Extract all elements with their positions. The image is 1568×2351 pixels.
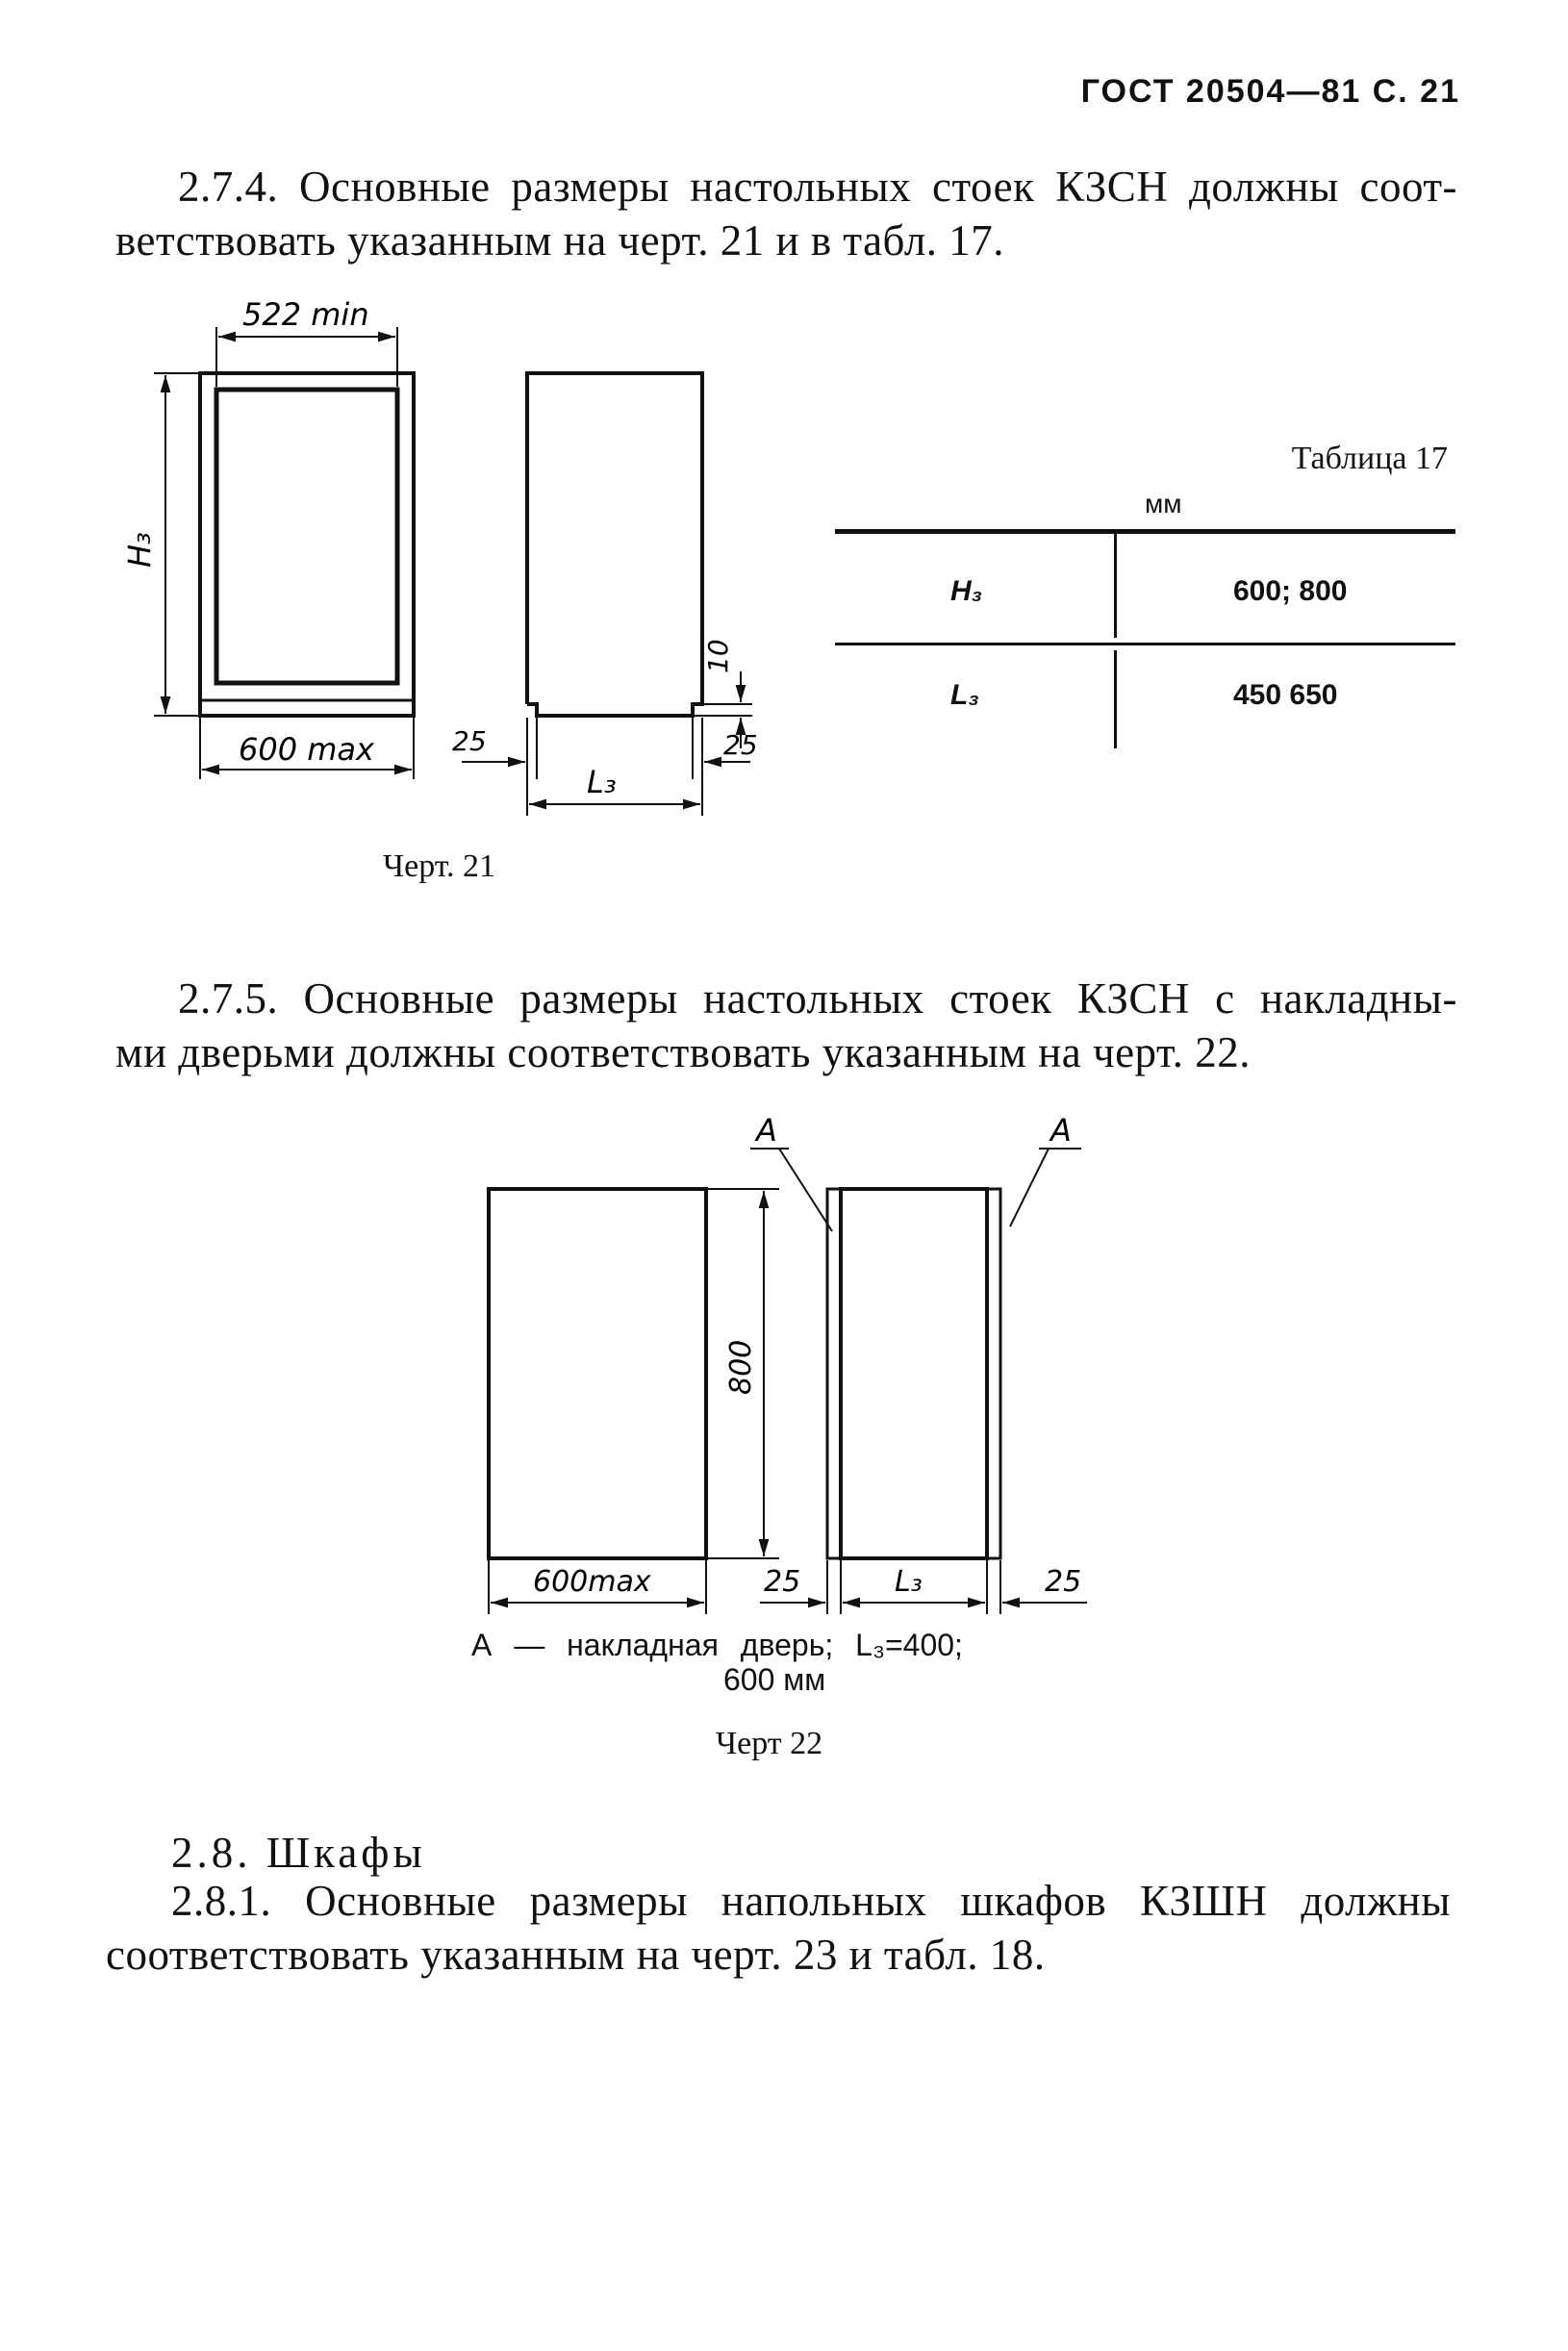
table-column-rule-1 [1114, 534, 1117, 638]
door-left [827, 1189, 841, 1558]
running-header: ГОСТ 20504—81 С. 21 [1080, 73, 1460, 110]
label-a-left: А [756, 1112, 777, 1149]
drawing-22-legend-line-2: 600 мм [723, 1662, 826, 1697]
table-row-rule [835, 643, 1455, 645]
dim-800: 800 [724, 1339, 758, 1395]
dim-25-left: 25 [452, 725, 487, 757]
side-view-outline [527, 373, 702, 716]
door-right [987, 1189, 1000, 1558]
dim-522-min: 522 min [242, 296, 369, 333]
table-row-1-values: 600; 800 [1233, 575, 1348, 607]
dim-l3-22: L₃ [895, 1565, 923, 1599]
front-view-outer [200, 373, 414, 716]
dim-l3: L₃ [587, 764, 617, 800]
drawing-22-legend-line-1: А — накладная дверь; L₃=400; [471, 1628, 963, 1662]
paragraph-2-7-4-line-1: 2.7.4. Основные размеры настольных стоек КЗСН должны соот- [178, 163, 1457, 211]
drawing-22 [471, 1106, 1145, 1599]
paragraph-2-8-1-line-2: соответствовать указанным на черт. 23 и табл. 18. [106, 1931, 1046, 1979]
table-17 [835, 441, 1455, 748]
table-top-rule [835, 529, 1455, 534]
label-a-right: А [1050, 1112, 1072, 1149]
paragraph-2-8-1-line-1: 2.8.1. Основные размеры напольных шкафов КЗШН должны [171, 1877, 1451, 1925]
front-view-22 [489, 1189, 706, 1558]
drawing-21 [121, 289, 798, 827]
dim-25-right-22: 25 [1045, 1565, 1082, 1599]
dim-600max: 600max [533, 1565, 651, 1599]
paragraph-2-7-5-line-2: ми дверьми должны соответствовать указанным на черт. 22. [115, 1028, 1251, 1076]
paragraph-2-7-4-line-2: ветствовать указанным на черт. 21 и в табл. 17. [115, 216, 1005, 265]
dim-600-max: 600 max [239, 731, 374, 768]
drawing-21-caption: Черт. 21 [383, 848, 496, 884]
dim-25-left-22: 25 [764, 1565, 801, 1599]
table-column-rule-2 [1114, 650, 1117, 748]
paragraph-2-7-5-line-1: 2.7.5. Основные размеры настольных стоек КЗСН с накладны- [178, 974, 1457, 1023]
table-17-unit: мм [1145, 489, 1182, 518]
table-17-title: Таблица 17 [1291, 441, 1448, 476]
table-row-2-values: 450 650 [1233, 679, 1338, 711]
section-2-8-heading: 2.8. Шкафы [171, 1829, 426, 1877]
side-view-22 [841, 1189, 987, 1558]
dim-10: 10 [702, 639, 734, 673]
front-view-door [216, 390, 397, 683]
dim-h3: H₃ [121, 532, 158, 568]
table-row-1-param: H₃ [950, 575, 983, 607]
table-row-2-param: L₃ [950, 679, 979, 711]
drawing-22-caption: Черт 22 [716, 1726, 823, 1761]
dim-25-right: 25 [723, 729, 758, 761]
